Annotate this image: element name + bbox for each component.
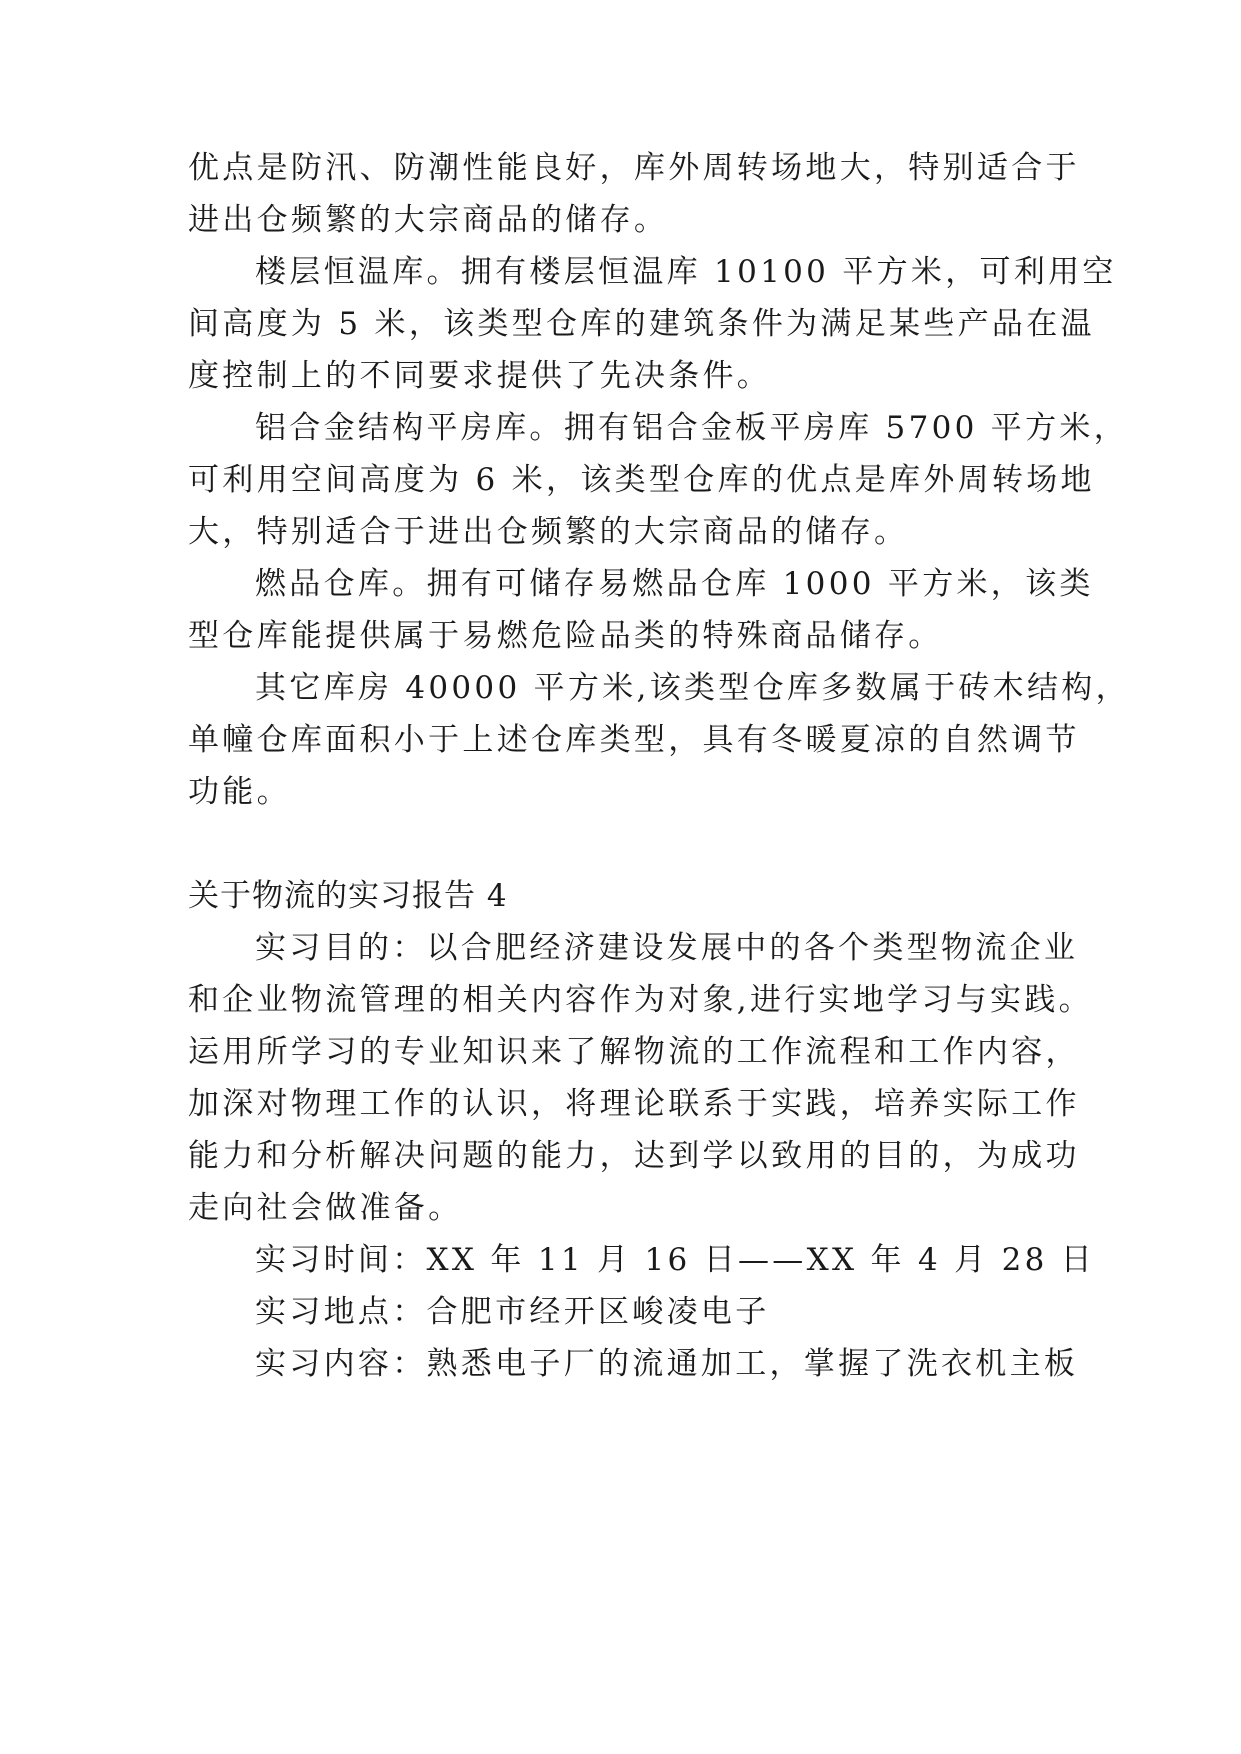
paragraph-line: 走向社会做准备。 [188, 1190, 463, 1226]
paragraph-line: 度控制上的不同要求提供了先决条件。 [188, 358, 772, 394]
paragraph-line: 实习目的：以合肥经济建设发展中的各个类型物流企业 [255, 930, 1079, 966]
paragraph-line: 铝合金结构平房库。拥有铝合金板平房库 5700 平方米， [255, 410, 1128, 446]
internship-content: 实习内容：熟悉电子厂的流通加工，掌握了洗衣机主板 [255, 1346, 1079, 1382]
paragraph-line: 可利用空间高度为 6 米，该类型仓库的优点是库外周转场地 [188, 462, 1095, 498]
paragraph-line: 运用所学习的专业知识来了解物流的工作流程和工作内容， [188, 1034, 1080, 1070]
paragraph-line: 其它库房 40000 平方米,该类型仓库多数属于砖木结构， [255, 670, 1130, 706]
internship-time: 实习时间：XX 年 11 月 16 日——XX 年 4 月 28 日 [255, 1242, 1096, 1278]
paragraph-line: 优点是防汛、防潮性能良好，库外周转场地大，特别适合于 [188, 150, 1080, 186]
paragraph-line: 能力和分析解决问题的能力，达到学以致用的目的，为成功 [188, 1138, 1080, 1174]
paragraph-line: 燃品仓库。拥有可储存易燃品仓库 1000 平方米，该类 [255, 566, 1094, 602]
paragraph-line: 功能。 [188, 774, 291, 810]
paragraph-line: 进出仓频繁的大宗商品的储存。 [188, 202, 669, 238]
paragraph-line: 和企业物流管理的相关内容作为对象,进行实地学习与实践。 [188, 982, 1093, 1018]
paragraph-line: 间高度为 5 米，该类型仓库的建筑条件为满足某些产品在温 [188, 306, 1095, 342]
paragraph-line: 楼层恒温库。拥有楼层恒温库 10100 平方米，可利用空 [255, 254, 1117, 290]
paragraph-line: 型仓库能提供属于易燃危险品类的特殊商品储存。 [188, 618, 943, 654]
section-heading: 关于物流的实习报告 4 [188, 878, 508, 914]
internship-place: 实习地点：合肥市经开区峻凌电子 [255, 1294, 770, 1330]
paragraph-line: 单幢仓库面积小于上述仓库类型，具有冬暖夏凉的自然调节 [188, 722, 1080, 758]
paragraph-line: 加深对物理工作的认识，将理论联系于实践，培养实际工作 [188, 1086, 1080, 1122]
paragraph-line: 大，特别适合于进出仓频繁的大宗商品的储存。 [188, 514, 909, 550]
